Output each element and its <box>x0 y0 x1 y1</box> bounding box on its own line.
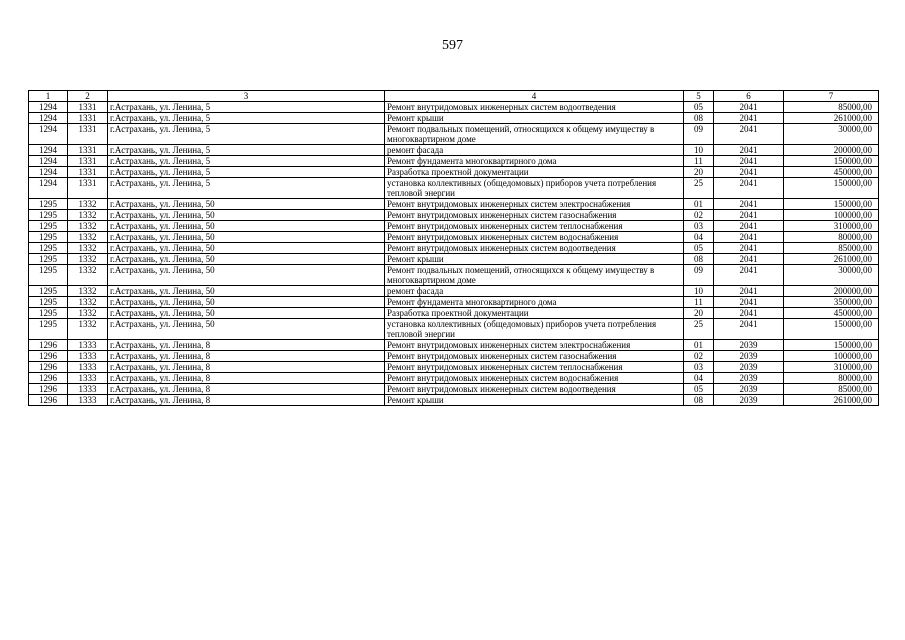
cost-cell: 80000,00 <box>784 232 879 243</box>
row-number-cell: 1295 <box>29 286 68 297</box>
record-number-cell: 1331 <box>68 167 108 178</box>
table-row <box>29 199 879 210</box>
work-code-cell: 09 <box>684 265 714 286</box>
record-number-cell: 1331 <box>68 156 108 167</box>
work-type-cell: Ремонт крыши <box>385 254 684 265</box>
row-number-cell: 1294 <box>29 178 68 199</box>
table-row <box>29 395 879 406</box>
address-cell: г.Астрахань, ул. Ленина, 5 <box>108 178 385 199</box>
record-number-cell: 1332 <box>68 286 108 297</box>
work-type-cell: Ремонт фундамента многоквартирного дома <box>385 297 684 308</box>
record-number-cell: 1333 <box>68 351 108 362</box>
work-type-cell: ремонт фасада <box>385 145 684 156</box>
work-type-cell: установка коллективных (общедомовых) приборов учета потребления тепловой энергии <box>385 319 684 340</box>
year-cell: 2041 <box>714 167 784 178</box>
row-number-cell: 1295 <box>29 308 68 319</box>
cost-cell: 85000,00 <box>784 243 879 254</box>
address-cell: г.Астрахань, ул. Ленина, 8 <box>108 340 385 351</box>
year-cell: 2041 <box>714 124 784 145</box>
row-number-cell: 1294 <box>29 156 68 167</box>
work-type-cell: Ремонт внутридомовых инженерных систем водоснабжения <box>385 373 684 384</box>
table-row <box>29 286 879 297</box>
row-number-cell: 1295 <box>29 265 68 286</box>
cost-cell: 30000,00 <box>784 265 879 286</box>
work-code-cell: 09 <box>684 124 714 145</box>
address-cell: г.Астрахань, ул. Ленина, 50 <box>108 319 385 340</box>
address-cell: г.Астрахань, ул. Ленина, 8 <box>108 362 385 373</box>
work-type-cell: Ремонт внутридомовых инженерных систем водоотведения <box>385 384 684 395</box>
work-code-cell: 11 <box>684 297 714 308</box>
year-cell: 2041 <box>714 199 784 210</box>
cost-cell: 150000,00 <box>784 199 879 210</box>
cost-cell: 261000,00 <box>784 113 879 124</box>
record-number-cell: 1331 <box>68 124 108 145</box>
work-type-cell: Ремонт внутридомовых инженерных систем газоснабжения <box>385 351 684 362</box>
work-code-cell: 08 <box>684 113 714 124</box>
year-cell: 2039 <box>714 340 784 351</box>
work-code-cell: 05 <box>684 102 714 113</box>
address-cell: г.Астрахань, ул. Ленина, 50 <box>108 243 385 254</box>
work-type-cell: Ремонт внутридомовых инженерных систем водоотведения <box>385 102 684 113</box>
work-type-cell: Ремонт внутридомовых инженерных систем электроснабжения <box>385 340 684 351</box>
row-number-cell: 1294 <box>29 124 68 145</box>
record-number-cell: 1332 <box>68 199 108 210</box>
cost-cell: 80000,00 <box>784 373 879 384</box>
work-type-cell: установка коллективных (общедомовых) приборов учета потребления тепловой энергии <box>385 178 684 199</box>
work-type-cell: Ремонт внутридомовых инженерных систем газоснабжения <box>385 210 684 221</box>
row-number-cell: 1295 <box>29 210 68 221</box>
cost-cell: 310000,00 <box>784 362 879 373</box>
work-code-cell: 02 <box>684 210 714 221</box>
year-cell: 2041 <box>714 113 784 124</box>
year-cell: 2041 <box>714 308 784 319</box>
row-number-cell: 1296 <box>29 373 68 384</box>
work-code-cell: 04 <box>684 373 714 384</box>
cost-cell: 150000,00 <box>784 178 879 199</box>
work-type-cell: Ремонт внутридомовых инженерных систем теплоснабжения <box>385 362 684 373</box>
work-type-cell: Ремонт подвальных помещений, относящихся к общему имуществу в многоквартирном доме <box>385 124 684 145</box>
table-row <box>29 102 879 113</box>
table-row <box>29 210 879 221</box>
work-code-cell: 02 <box>684 351 714 362</box>
work-code-cell: 01 <box>684 340 714 351</box>
record-number-cell: 1331 <box>68 113 108 124</box>
address-cell: г.Астрахань, ул. Ленина, 50 <box>108 232 385 243</box>
record-number-cell: 1332 <box>68 243 108 254</box>
table-row <box>29 145 879 156</box>
address-cell: г.Астрахань, ул. Ленина, 5 <box>108 145 385 156</box>
address-cell: г.Астрахань, ул. Ленина, 50 <box>108 286 385 297</box>
work-type-cell: Ремонт крыши <box>385 395 684 406</box>
table-row <box>29 351 879 362</box>
year-cell: 2041 <box>714 232 784 243</box>
table-row <box>29 254 879 265</box>
row-number-cell: 1295 <box>29 199 68 210</box>
table-row <box>29 221 879 232</box>
row-number-cell: 1296 <box>29 395 68 406</box>
year-cell: 2039 <box>714 384 784 395</box>
table-row <box>29 308 879 319</box>
record-number-cell: 1332 <box>68 297 108 308</box>
record-number-cell: 1333 <box>68 340 108 351</box>
record-number-cell: 1331 <box>68 145 108 156</box>
year-cell: 2041 <box>714 178 784 199</box>
year-cell: 2041 <box>714 265 784 286</box>
record-number-cell: 1332 <box>68 265 108 286</box>
address-cell: г.Астрахань, ул. Ленина, 5 <box>108 113 385 124</box>
address-cell: г.Астрахань, ул. Ленина, 8 <box>108 384 385 395</box>
year-cell: 2041 <box>714 319 784 340</box>
row-number-cell: 1296 <box>29 340 68 351</box>
address-cell: г.Астрахань, ул. Ленина, 8 <box>108 395 385 406</box>
table-row <box>29 167 879 178</box>
work-type-cell: Ремонт крыши <box>385 113 684 124</box>
address-cell: г.Астрахань, ул. Ленина, 50 <box>108 265 385 286</box>
work-type-cell: Ремонт внутридомовых инженерных систем теплоснабжения <box>385 221 684 232</box>
table-row <box>29 113 879 124</box>
year-cell: 2041 <box>714 145 784 156</box>
table-row <box>29 362 879 373</box>
record-number-cell: 1333 <box>68 384 108 395</box>
work-code-cell: 05 <box>684 243 714 254</box>
table-row <box>29 319 879 340</box>
address-cell: г.Астрахань, ул. Ленина, 50 <box>108 297 385 308</box>
column-header: 1 <box>29 91 68 102</box>
page-number: 597 <box>442 38 463 53</box>
table-row <box>29 384 879 395</box>
cost-cell: 450000,00 <box>784 308 879 319</box>
repair-schedule-table <box>28 90 879 406</box>
table-row <box>29 124 879 145</box>
address-cell: г.Астрахань, ул. Ленина, 8 <box>108 373 385 384</box>
row-number-cell: 1295 <box>29 221 68 232</box>
year-cell: 2039 <box>714 373 784 384</box>
work-code-cell: 08 <box>684 395 714 406</box>
record-number-cell: 1331 <box>68 102 108 113</box>
work-code-cell: 03 <box>684 362 714 373</box>
cost-cell: 150000,00 <box>784 340 879 351</box>
cost-cell: 85000,00 <box>784 384 879 395</box>
cost-cell: 85000,00 <box>784 102 879 113</box>
year-cell: 2041 <box>714 156 784 167</box>
record-number-cell: 1333 <box>68 373 108 384</box>
work-type-cell: Ремонт внутридомовых инженерных систем водоотведения <box>385 243 684 254</box>
address-cell: г.Астрахань, ул. Ленина, 50 <box>108 308 385 319</box>
address-cell: г.Астрахань, ул. Ленина, 8 <box>108 351 385 362</box>
address-cell: г.Астрахань, ул. Ленина, 50 <box>108 199 385 210</box>
row-number-cell: 1295 <box>29 243 68 254</box>
address-cell: г.Астрахань, ул. Ленина, 50 <box>108 254 385 265</box>
table-row <box>29 340 879 351</box>
year-cell: 2041 <box>714 254 784 265</box>
column-header: 7 <box>784 91 879 102</box>
table-row <box>29 232 879 243</box>
year-cell: 2041 <box>714 243 784 254</box>
row-number-cell: 1296 <box>29 362 68 373</box>
row-number-cell: 1296 <box>29 351 68 362</box>
cost-cell: 261000,00 <box>784 254 879 265</box>
work-code-cell: 01 <box>684 199 714 210</box>
row-number-cell: 1294 <box>29 167 68 178</box>
address-cell: г.Астрахань, ул. Ленина, 5 <box>108 102 385 113</box>
cost-cell: 450000,00 <box>784 167 879 178</box>
address-cell: г.Астрахань, ул. Ленина, 5 <box>108 156 385 167</box>
year-cell: 2041 <box>714 210 784 221</box>
year-cell: 2041 <box>714 286 784 297</box>
work-code-cell: 05 <box>684 384 714 395</box>
work-code-cell: 20 <box>684 167 714 178</box>
work-code-cell: 04 <box>684 232 714 243</box>
work-code-cell: 20 <box>684 308 714 319</box>
record-number-cell: 1333 <box>68 362 108 373</box>
cost-cell: 30000,00 <box>784 124 879 145</box>
row-number-cell: 1295 <box>29 254 68 265</box>
work-code-cell: 10 <box>684 286 714 297</box>
cost-cell: 350000,00 <box>784 297 879 308</box>
year-cell: 2041 <box>714 221 784 232</box>
row-number-cell: 1294 <box>29 113 68 124</box>
work-type-cell: Ремонт фундамента многоквартирного дома <box>385 156 684 167</box>
address-cell: г.Астрахань, ул. Ленина, 5 <box>108 167 385 178</box>
table-row <box>29 265 879 286</box>
cost-cell: 200000,00 <box>784 286 879 297</box>
cost-cell: 150000,00 <box>784 156 879 167</box>
year-cell: 2041 <box>714 297 784 308</box>
table-row <box>29 297 879 308</box>
column-header: 4 <box>385 91 684 102</box>
table-row <box>29 373 879 384</box>
row-number-cell: 1295 <box>29 297 68 308</box>
year-cell: 2039 <box>714 362 784 373</box>
table-row <box>29 156 879 167</box>
column-header: 3 <box>108 91 385 102</box>
year-cell: 2039 <box>714 351 784 362</box>
row-number-cell: 1296 <box>29 384 68 395</box>
table-row <box>29 178 879 199</box>
record-number-cell: 1331 <box>68 178 108 199</box>
cost-cell: 310000,00 <box>784 221 879 232</box>
column-header: 2 <box>68 91 108 102</box>
work-type-cell: Ремонт подвальных помещений, относящихся к общему имуществу в многоквартирном доме <box>385 265 684 286</box>
cost-cell: 100000,00 <box>784 210 879 221</box>
year-cell: 2039 <box>714 395 784 406</box>
year-cell: 2041 <box>714 102 784 113</box>
cost-cell: 150000,00 <box>784 319 879 340</box>
cost-cell: 261000,00 <box>784 395 879 406</box>
row-number-cell: 1295 <box>29 232 68 243</box>
cost-cell: 200000,00 <box>784 145 879 156</box>
address-cell: г.Астрахань, ул. Ленина, 5 <box>108 124 385 145</box>
work-code-cell: 25 <box>684 319 714 340</box>
work-code-cell: 11 <box>684 156 714 167</box>
work-code-cell: 03 <box>684 221 714 232</box>
address-cell: г.Астрахань, ул. Ленина, 50 <box>108 221 385 232</box>
work-code-cell: 10 <box>684 145 714 156</box>
work-type-cell: ремонт фасада <box>385 286 684 297</box>
record-number-cell: 1332 <box>68 319 108 340</box>
record-number-cell: 1333 <box>68 395 108 406</box>
work-type-cell: Ремонт внутридомовых инженерных систем водоснабжения <box>385 232 684 243</box>
record-number-cell: 1332 <box>68 210 108 221</box>
work-type-cell: Ремонт внутридомовых инженерных систем электроснабжения <box>385 199 684 210</box>
record-number-cell: 1332 <box>68 308 108 319</box>
column-header: 6 <box>714 91 784 102</box>
record-number-cell: 1332 <box>68 232 108 243</box>
record-number-cell: 1332 <box>68 254 108 265</box>
row-number-cell: 1294 <box>29 102 68 113</box>
row-number-cell: 1295 <box>29 319 68 340</box>
work-type-cell: Разработка проектной документации <box>385 167 684 178</box>
column-number-row <box>29 91 879 102</box>
work-code-cell: 08 <box>684 254 714 265</box>
table-row <box>29 243 879 254</box>
column-header: 5 <box>684 91 714 102</box>
cost-cell: 100000,00 <box>784 351 879 362</box>
work-code-cell: 25 <box>684 178 714 199</box>
address-cell: г.Астрахань, ул. Ленина, 50 <box>108 210 385 221</box>
work-type-cell: Разработка проектной документации <box>385 308 684 319</box>
record-number-cell: 1332 <box>68 221 108 232</box>
row-number-cell: 1294 <box>29 145 68 156</box>
